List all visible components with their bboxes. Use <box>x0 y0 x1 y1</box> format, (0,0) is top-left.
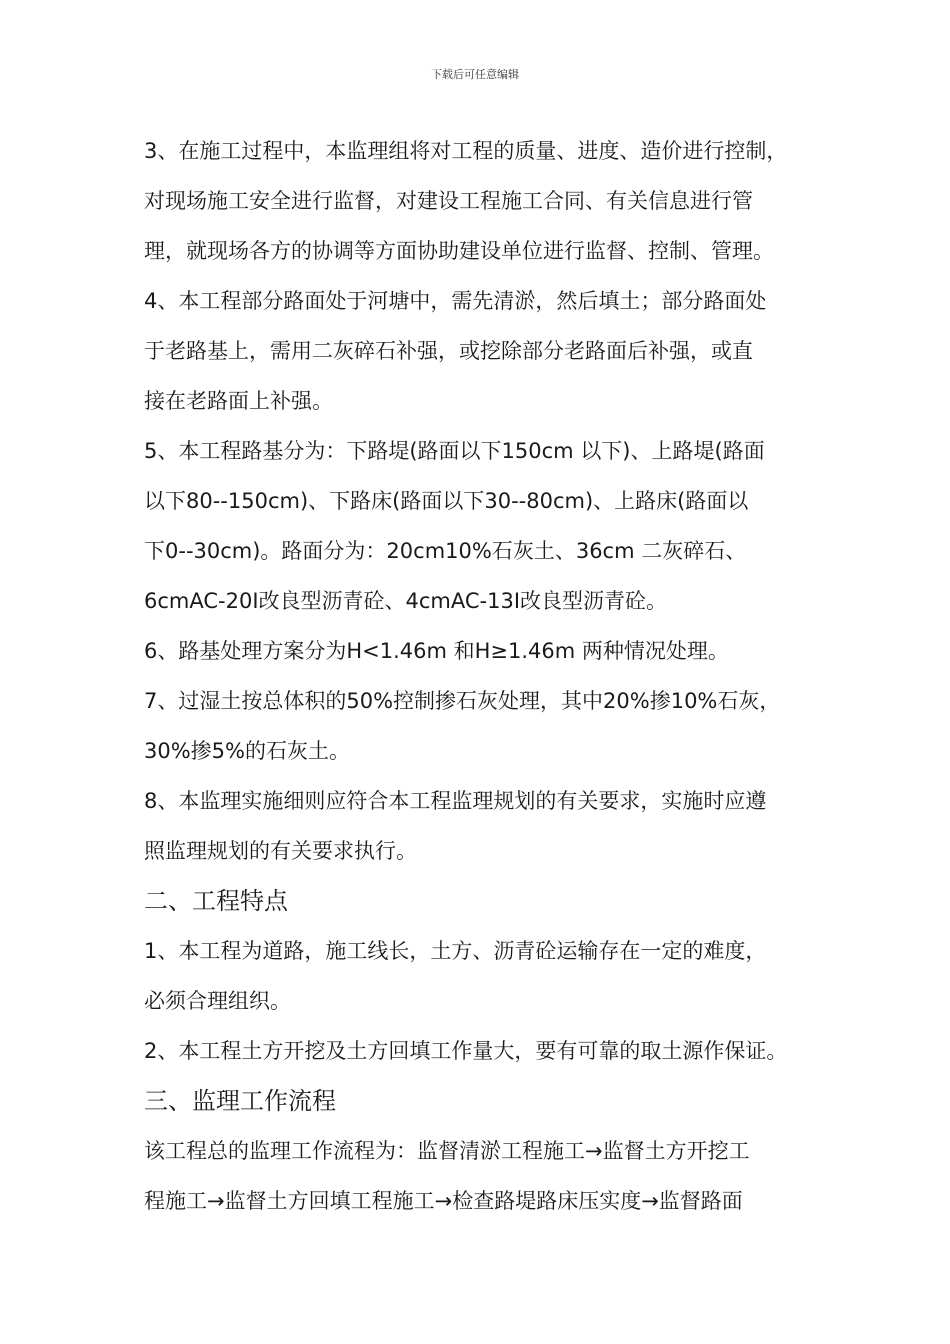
paragraph-line: 8、本监理实施细则应符合本工程监理规划的有关要求，实施时应遵 <box>144 789 767 813</box>
paragraph-line: 30%掺5%的石灰土。 <box>144 739 350 763</box>
paragraph-line: 下0--30cm)。路面分为：20cm10%石灰土、36cm 二灰碎石、 <box>144 539 747 563</box>
paragraph-line: 该工程总的监理工作流程为：监督清淤工程施工→监督土方开挖工 <box>144 1139 750 1163</box>
paragraph-line: 以下80--150cm)、下路床(路面以下30--80cm)、上路床(路面以 <box>144 489 749 513</box>
paragraph-line: 7、过湿土按总体积的50%控制掺石灰处理，其中20%掺10%石灰， <box>144 689 781 713</box>
paragraph-line: 5、本工程路基分为：下路堤(路面以下150cm 以下)、上路堤(路面 <box>144 439 765 463</box>
paragraph-line: 照监理规划的有关要求执行。 <box>144 839 417 863</box>
paragraph-line: 于老路基上，需用二灰碎石补强，或挖除部分老路面后补强，或直 <box>144 339 753 363</box>
paragraph-line: 接在老路面上补强。 <box>144 389 333 413</box>
paragraph-line: 对现场施工安全进行监督，对建设工程施工合同、有关信息进行管 <box>144 189 753 213</box>
document-body <box>144 126 834 1226</box>
paragraph-line: 2、本工程土方开挖及土方回填工作量大，要有可靠的取土源作保证。 <box>144 1039 788 1063</box>
paragraph-line: 必须合理组织。 <box>144 989 291 1013</box>
paragraph-line: 3、在施工过程中，本监理组将对工程的质量、进度、造价进行控制， <box>144 139 788 163</box>
paragraph-line: 1、本工程为道路，施工线长，土方、沥青砼运输存在一定的难度， <box>144 939 767 963</box>
paragraph-line: 6cmAC-20I改良型沥青砼、4cmAC-13I改良型沥青砼。 <box>144 589 668 613</box>
section-heading: 三、监理工作流程 <box>144 1087 336 1115</box>
section-heading: 二、工程特点 <box>144 887 288 915</box>
paragraph-line: 理，就现场各方的协调等方面协助建设单位进行监督、控制、管理。 <box>144 239 774 263</box>
paragraph-line: 程施工→监督土方回填工程施工→检查路堤路床压实度→监督路面 <box>144 1189 743 1213</box>
paragraph-line: 4、本工程部分路面处于河塘中，需先清淤，然后填土；部分路面处 <box>144 289 767 313</box>
page-header-note: 下载后可任意编辑 <box>431 68 519 81</box>
paragraph-line: 6、路基处理方案分为H<1.46m 和H≥1.46m 两种情况处理。 <box>144 639 729 663</box>
